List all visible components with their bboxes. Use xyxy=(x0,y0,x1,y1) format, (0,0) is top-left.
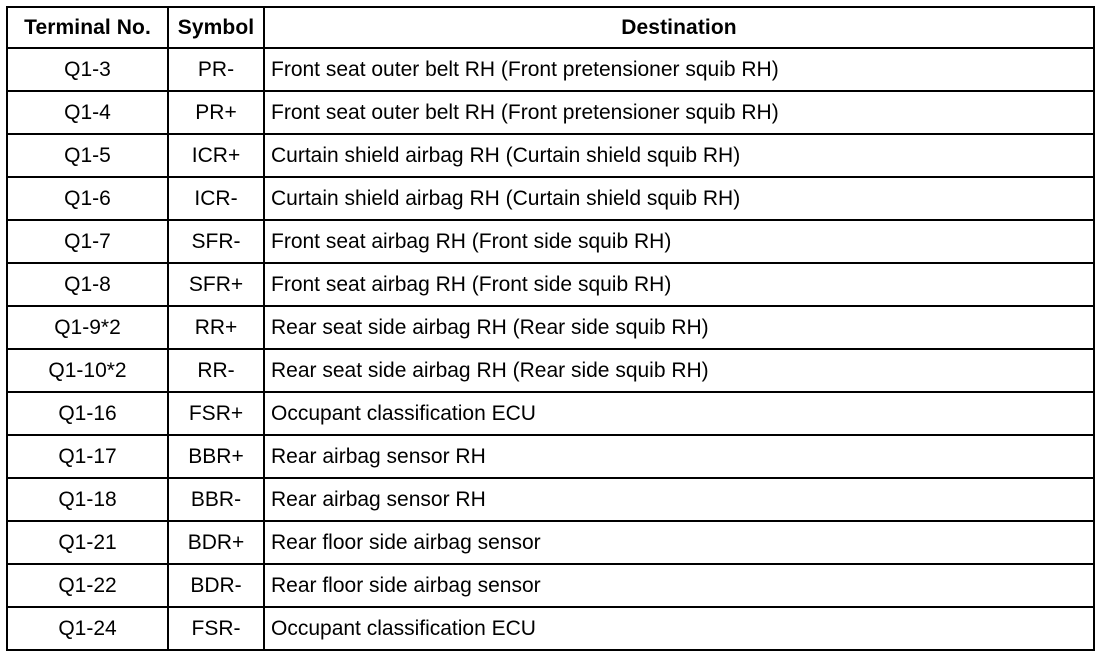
symbol-cell: PR- xyxy=(168,48,264,91)
table-row xyxy=(7,564,1094,607)
table-row xyxy=(7,306,1094,349)
header-symbol: Symbol xyxy=(168,7,264,48)
terminal-table-container xyxy=(6,6,1095,651)
terminal-no-cell: Q1-7 xyxy=(7,220,168,263)
symbol-cell: FSR- xyxy=(168,607,264,650)
header-row xyxy=(7,7,1094,48)
destination-cell: Curtain shield airbag RH (Curtain shield squib RH) xyxy=(264,134,1094,177)
symbol-cell: ICR- xyxy=(168,177,264,220)
terminal-no-cell: Q1-5 xyxy=(7,134,168,177)
terminal-table xyxy=(6,6,1095,651)
table-row xyxy=(7,220,1094,263)
table-row xyxy=(7,48,1094,91)
destination-cell: Rear seat side airbag RH (Rear side squib RH) xyxy=(264,306,1094,349)
destination-cell: Front seat airbag RH (Front side squib RH) xyxy=(264,263,1094,306)
terminal-no-cell: Q1-24 xyxy=(7,607,168,650)
destination-cell: Occupant classification ECU xyxy=(264,392,1094,435)
destination-cell: Front seat outer belt RH (Front pretensioner squib RH) xyxy=(264,48,1094,91)
destination-cell: Occupant classification ECU xyxy=(264,607,1094,650)
table-row xyxy=(7,478,1094,521)
table-row xyxy=(7,91,1094,134)
table-row xyxy=(7,177,1094,220)
terminal-no-cell: Q1-6 xyxy=(7,177,168,220)
terminal-no-cell: Q1-9*2 xyxy=(7,306,168,349)
table-header xyxy=(7,7,1094,48)
table-row xyxy=(7,392,1094,435)
destination-cell: Front seat outer belt RH (Front pretensioner squib RH) xyxy=(264,91,1094,134)
symbol-cell: BBR- xyxy=(168,478,264,521)
symbol-cell: BBR+ xyxy=(168,435,264,478)
symbol-cell: SFR- xyxy=(168,220,264,263)
terminal-no-cell: Q1-8 xyxy=(7,263,168,306)
table-row xyxy=(7,435,1094,478)
symbol-cell: BDR+ xyxy=(168,521,264,564)
header-terminal-no: Terminal No. xyxy=(7,7,168,48)
destination-cell: Rear floor side airbag sensor xyxy=(264,521,1094,564)
terminal-no-cell: Q1-18 xyxy=(7,478,168,521)
symbol-cell: ICR+ xyxy=(168,134,264,177)
table-row xyxy=(7,349,1094,392)
table-row xyxy=(7,521,1094,564)
destination-cell: Rear airbag sensor RH xyxy=(264,478,1094,521)
symbol-cell: SFR+ xyxy=(168,263,264,306)
terminal-no-cell: Q1-22 xyxy=(7,564,168,607)
table-row xyxy=(7,607,1094,650)
symbol-cell: RR+ xyxy=(168,306,264,349)
destination-cell: Rear airbag sensor RH xyxy=(264,435,1094,478)
terminal-no-cell: Q1-4 xyxy=(7,91,168,134)
table-row xyxy=(7,134,1094,177)
terminal-no-cell: Q1-21 xyxy=(7,521,168,564)
symbol-cell: FSR+ xyxy=(168,392,264,435)
destination-cell: Curtain shield airbag RH (Curtain shield squib RH) xyxy=(264,177,1094,220)
header-destination: Destination xyxy=(264,7,1094,48)
table-row xyxy=(7,263,1094,306)
symbol-cell: BDR- xyxy=(168,564,264,607)
table-body xyxy=(7,48,1094,650)
destination-cell: Rear floor side airbag sensor xyxy=(264,564,1094,607)
destination-cell: Front seat airbag RH (Front side squib RH) xyxy=(264,220,1094,263)
symbol-cell: RR- xyxy=(168,349,264,392)
terminal-no-cell: Q1-3 xyxy=(7,48,168,91)
terminal-no-cell: Q1-10*2 xyxy=(7,349,168,392)
destination-cell: Rear seat side airbag RH (Rear side squib RH) xyxy=(264,349,1094,392)
symbol-cell: PR+ xyxy=(168,91,264,134)
terminal-no-cell: Q1-16 xyxy=(7,392,168,435)
terminal-no-cell: Q1-17 xyxy=(7,435,168,478)
